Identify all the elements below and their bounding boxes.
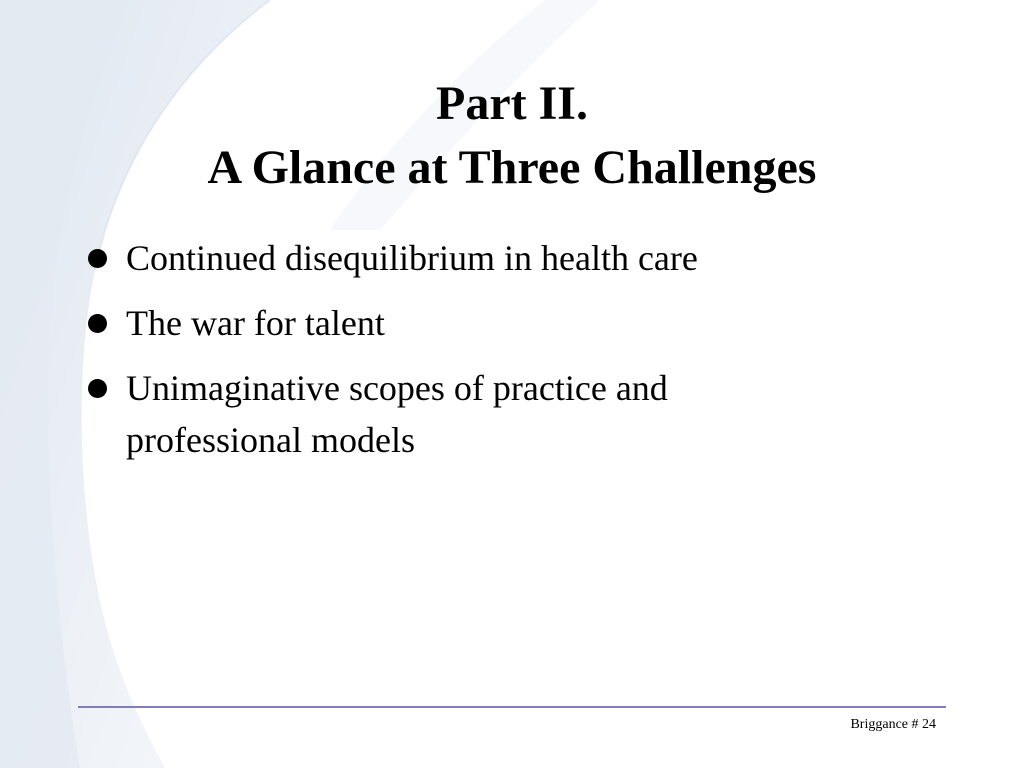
slide-title-line-2: A Glance at Three Challenges (207, 141, 817, 194)
slide-title (0, 72, 1024, 200)
footer-divider (78, 706, 946, 708)
bullet-text: The war for talent (126, 303, 385, 343)
bullet-item (88, 362, 848, 466)
bullet-text: Unimaginative scopes of practice and professional models (126, 368, 668, 460)
slide-title-line-1: Part II. (436, 77, 588, 130)
bullet-list (88, 232, 848, 479)
bullet-text: Continued disequilibrium in health care (126, 238, 698, 278)
bullet-dot-icon (88, 314, 107, 333)
bullet-item (88, 232, 848, 284)
slide-footer: Briggance # 24 (850, 717, 936, 732)
bullet-dot-icon (88, 249, 107, 268)
bullet-dot-icon (88, 379, 107, 398)
bullet-item (88, 297, 848, 349)
